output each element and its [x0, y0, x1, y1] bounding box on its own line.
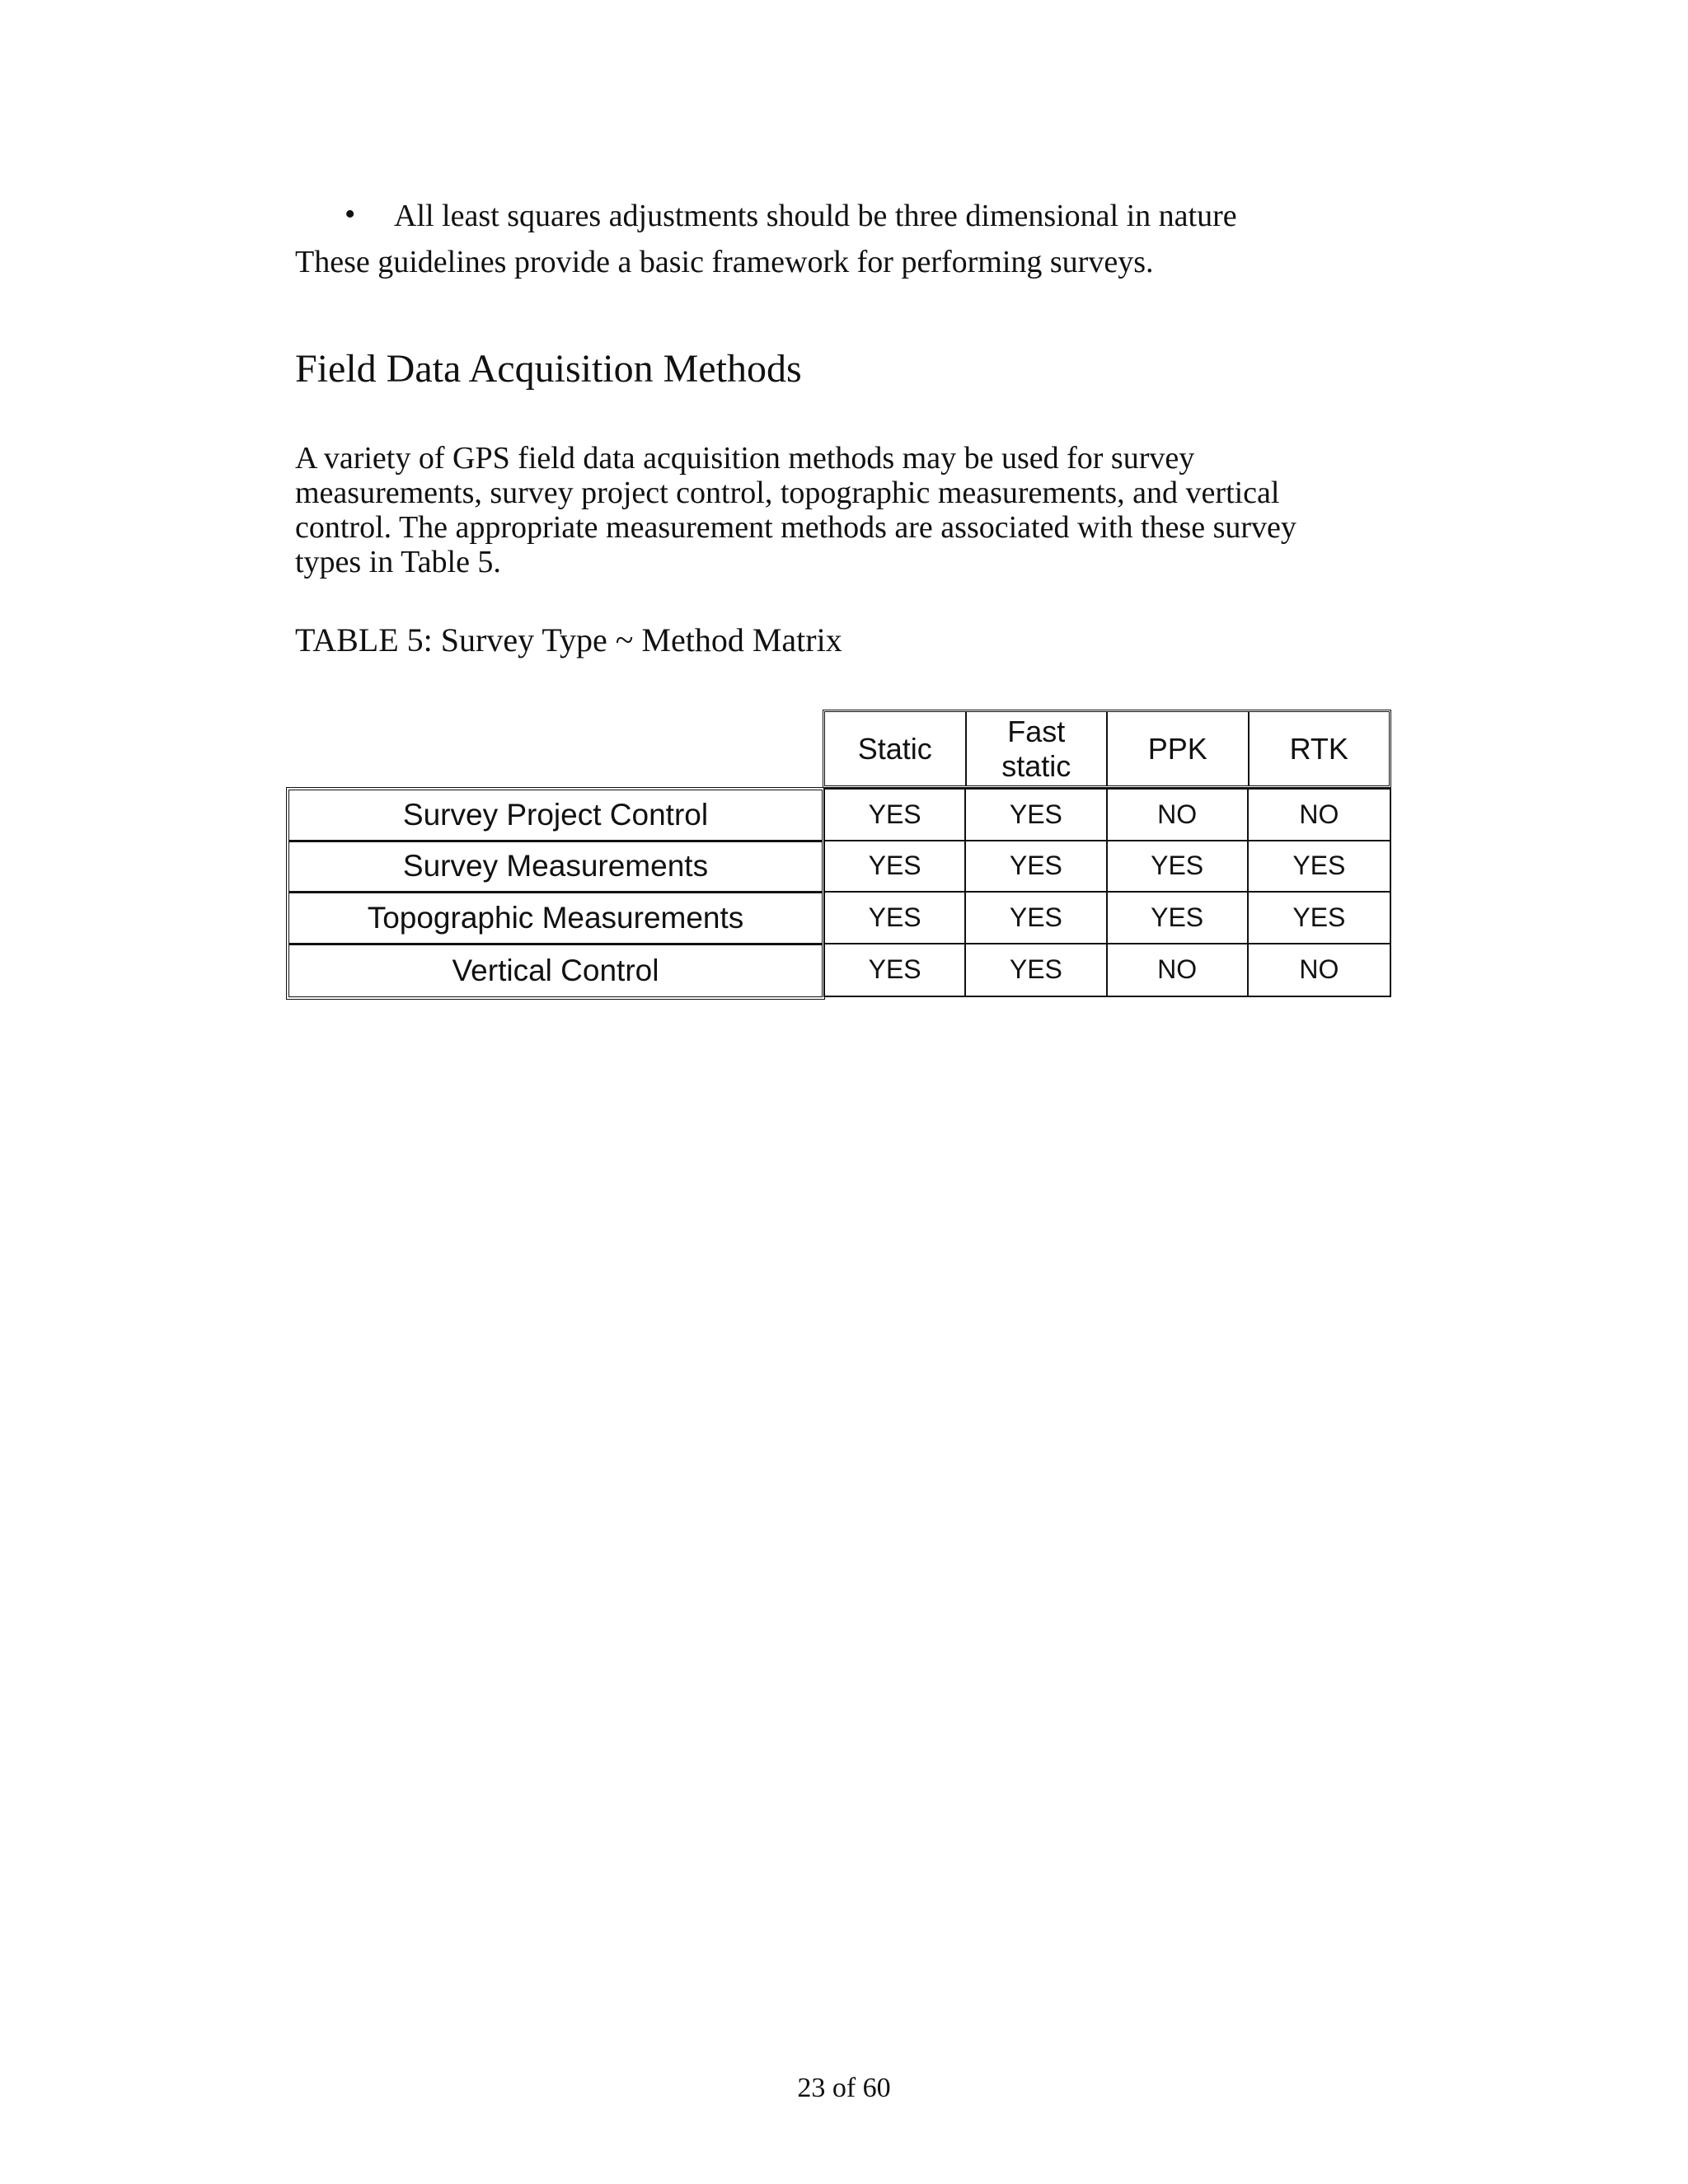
table-cell: YES: [825, 841, 966, 893]
column-header-static: [825, 712, 967, 785]
column-header-line: Fast: [1007, 714, 1066, 748]
column-header-text: RTK: [1289, 731, 1348, 766]
table-cell: NO: [1249, 790, 1390, 841]
row-label-column: [286, 787, 825, 1000]
table-cell: YES: [1249, 841, 1390, 893]
table-caption: TABLE 5: Survey Type ~ Method Matrix: [295, 621, 842, 658]
body-paragraph: [295, 441, 1416, 579]
paragraph-line: control. The appropriate measurement methods are associated with these survey: [295, 510, 1296, 545]
page-number: 23 of 60: [797, 2073, 891, 2103]
table-values-grid: [823, 788, 1391, 997]
table-cell: YES: [966, 944, 1107, 996]
bullet-item-text: All least squares adjustments should be three dimensional in nature: [394, 199, 1237, 233]
table-cell: YES: [1108, 893, 1249, 944]
column-header-rtk: [1250, 712, 1390, 785]
column-header-text: Static: [857, 731, 932, 766]
row-label: Survey Project Control: [289, 790, 822, 842]
table-cell: YES: [825, 790, 966, 841]
column-header-ppk: [1108, 712, 1250, 785]
table-cell: NO: [1108, 944, 1249, 996]
table-header-row: [823, 710, 1391, 788]
table-cell: YES: [1249, 893, 1390, 944]
table-cell: YES: [1108, 841, 1249, 893]
row-label: Survey Measurements: [289, 842, 822, 894]
table-cell: YES: [966, 790, 1107, 841]
table-cell: YES: [966, 841, 1107, 893]
table-cell: YES: [966, 893, 1107, 944]
table-cell: NO: [1299, 954, 1339, 985]
paragraph-line: measurements, survey project control, topographic measurements, and vertical: [295, 476, 1280, 510]
paragraph-line: types in Table 5.: [295, 545, 501, 579]
column-header-text: [1001, 715, 1071, 784]
table-cell: YES: [825, 893, 966, 944]
row-label: Topographic Measurements: [289, 893, 822, 945]
column-header-fast-static: [967, 712, 1109, 785]
paragraph-line: A variety of GPS field data acquisition methods may be used for survey: [295, 441, 1195, 476]
row-label: Vertical Control: [452, 953, 659, 987]
column-header-text: PPK: [1147, 731, 1207, 766]
table-cell: NO: [1108, 790, 1249, 841]
section-heading: Field Data Acquisition Methods: [295, 347, 802, 391]
intro-text: These guidelines provide a basic framework for performing surveys.: [295, 245, 1154, 279]
column-header-line: static: [1001, 748, 1071, 783]
table-cell: YES: [825, 944, 966, 996]
bullet-icon: •: [345, 197, 356, 232]
